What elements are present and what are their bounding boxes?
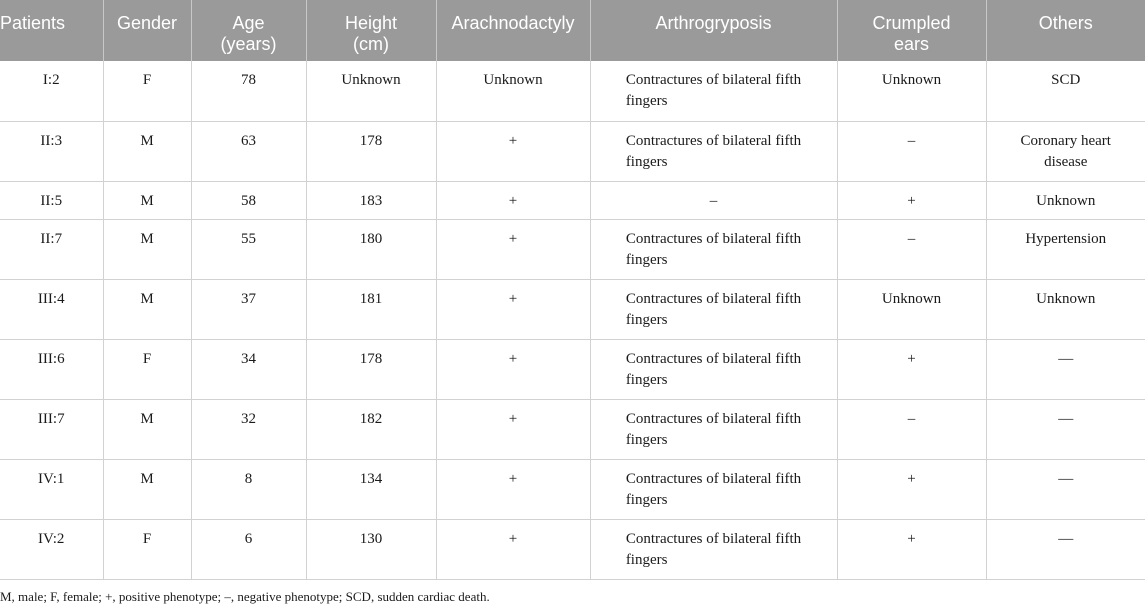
cell-arthrogryposis bbox=[590, 399, 837, 459]
cell-patient: IV:2 bbox=[0, 519, 103, 579]
cell-others bbox=[986, 339, 1145, 399]
cell-patient: IV:1 bbox=[0, 459, 103, 519]
cell-arachnodactyly: + bbox=[436, 459, 590, 519]
cell-height: 183 bbox=[306, 181, 436, 219]
cell-others-text bbox=[1058, 471, 1073, 487]
cell-others-line: Unknown bbox=[1036, 290, 1096, 307]
cell-height: 178 bbox=[306, 339, 436, 399]
cell-arthrogryposis bbox=[590, 459, 837, 519]
cell-age: 58 bbox=[191, 181, 306, 219]
cell-arthrogryposis-line: fingers bbox=[625, 251, 668, 268]
header-height-unit: (cm) bbox=[353, 34, 389, 54]
cell-arthrogryposis bbox=[590, 519, 837, 579]
cell-gender: M bbox=[103, 219, 191, 279]
cell-crumpled-ears: Unknown bbox=[837, 279, 986, 339]
cell-others-text bbox=[1036, 193, 1095, 209]
cell-arthrogryposis-line: fingers bbox=[625, 551, 668, 568]
cell-height: 180 bbox=[306, 219, 436, 279]
cell-patient: II:5 bbox=[0, 181, 103, 219]
table-row bbox=[0, 519, 1145, 579]
cell-arthrogryposis-line: Contractures of bilateral fifth bbox=[625, 72, 802, 88]
table-row bbox=[0, 61, 1145, 121]
cell-arthrogryposis-line: fingers bbox=[625, 311, 668, 328]
cell-arthrogryposis bbox=[590, 339, 837, 399]
cell-arachnodactyly: + bbox=[436, 399, 590, 459]
cell-gender: F bbox=[103, 339, 191, 399]
cell-arachnodactyly: + bbox=[436, 339, 590, 399]
header-arthrogryposis-label: Arthrogryposis bbox=[655, 13, 772, 33]
cell-arthrogryposis-line: Contractures of bilateral fifth bbox=[625, 410, 802, 427]
table-body bbox=[0, 61, 1145, 579]
cell-height: 181 bbox=[306, 279, 436, 339]
header-gender-label: Gender bbox=[116, 13, 178, 33]
table-header bbox=[0, 0, 1145, 61]
cell-others bbox=[986, 399, 1145, 459]
cell-arthrogryposis bbox=[590, 181, 837, 219]
cell-gender: F bbox=[103, 61, 191, 121]
cell-others-text bbox=[1036, 291, 1095, 307]
cell-arthrogryposis-text bbox=[626, 131, 801, 173]
cell-patient: III:6 bbox=[0, 339, 103, 399]
cell-arthrogryposis-text bbox=[626, 469, 801, 511]
table-row bbox=[0, 399, 1145, 459]
cell-arthrogryposis-text bbox=[626, 529, 801, 571]
cell-arthrogryposis-line: fingers bbox=[625, 431, 668, 448]
cell-others-line: Unknown bbox=[1036, 192, 1096, 209]
cell-crumpled-ears: + bbox=[837, 519, 986, 579]
table-row bbox=[0, 459, 1145, 519]
cell-arthrogryposis-line: Contractures of bilateral fifth bbox=[625, 290, 802, 307]
header-others-label: Others bbox=[1038, 13, 1093, 33]
cell-gender: M bbox=[103, 279, 191, 339]
cell-gender: M bbox=[103, 121, 191, 181]
cell-others-text bbox=[1021, 133, 1111, 170]
cell-patient: III:7 bbox=[0, 399, 103, 459]
cell-arthrogryposis bbox=[590, 121, 837, 181]
cell-arachnodactyly: Unknown bbox=[436, 61, 590, 121]
cell-arthrogryposis-text bbox=[626, 289, 801, 331]
cell-arthrogryposis-text bbox=[626, 70, 801, 112]
cell-patient: II:7 bbox=[0, 219, 103, 279]
cell-arachnodactyly: + bbox=[436, 121, 590, 181]
cell-crumpled-ears: – bbox=[837, 399, 986, 459]
cell-gender: M bbox=[103, 181, 191, 219]
cell-arachnodactyly: + bbox=[436, 219, 590, 279]
cell-arthrogryposis-line: fingers bbox=[625, 93, 668, 109]
cell-patient: III:4 bbox=[0, 279, 103, 339]
cell-age: 34 bbox=[191, 339, 306, 399]
header-patients-label: Patients bbox=[0, 13, 66, 33]
cell-height: 134 bbox=[306, 459, 436, 519]
cell-others bbox=[986, 121, 1145, 181]
cell-others-text bbox=[1058, 411, 1073, 427]
header-height-label: Height bbox=[344, 13, 398, 33]
cell-crumpled-ears: + bbox=[837, 459, 986, 519]
table-row bbox=[0, 121, 1145, 181]
cell-age: 55 bbox=[191, 219, 306, 279]
cell-arthrogryposis bbox=[590, 219, 837, 279]
cell-age: 78 bbox=[191, 61, 306, 121]
cell-arachnodactyly: + bbox=[436, 181, 590, 219]
cell-height: 178 bbox=[306, 121, 436, 181]
header-arachnodactyly bbox=[436, 0, 590, 61]
table-footnote: M, male; F, female; +, positive phenotype; –, negative phenotype; SCD, sudden cardiac death. bbox=[0, 589, 490, 604]
cell-arthrogryposis-line: – bbox=[709, 192, 718, 209]
cell-arthrogryposis-text bbox=[626, 409, 801, 451]
cell-gender: F bbox=[103, 519, 191, 579]
cell-others-text bbox=[1025, 231, 1106, 247]
cell-others bbox=[986, 181, 1145, 219]
cell-age: 32 bbox=[191, 399, 306, 459]
header-patients bbox=[0, 0, 103, 61]
cell-gender: M bbox=[103, 459, 191, 519]
cell-crumpled-ears: + bbox=[837, 339, 986, 399]
cell-arthrogryposis-text bbox=[710, 193, 718, 209]
cell-arthrogryposis-line: Contractures of bilateral fifth bbox=[625, 350, 802, 367]
cell-arachnodactyly: + bbox=[436, 519, 590, 579]
cell-others-line: — bbox=[1058, 530, 1074, 547]
cell-crumpled-ears: – bbox=[837, 219, 986, 279]
cell-age: 6 bbox=[191, 519, 306, 579]
cell-gender: M bbox=[103, 399, 191, 459]
cell-crumpled-ears: – bbox=[837, 121, 986, 181]
header-crumpled-ears bbox=[837, 0, 986, 61]
header-row bbox=[0, 0, 1145, 61]
cell-others bbox=[986, 61, 1145, 121]
header-gender bbox=[103, 0, 191, 61]
cell-others-line: disease bbox=[1044, 153, 1088, 170]
cell-crumpled-ears: Unknown bbox=[837, 61, 986, 121]
cell-others-line: Hypertension bbox=[1025, 230, 1107, 247]
table-row bbox=[0, 279, 1145, 339]
header-crumpled-ears-line2: ears bbox=[893, 34, 929, 54]
table-row bbox=[0, 181, 1145, 219]
cell-arthrogryposis-line: fingers bbox=[625, 371, 668, 388]
cell-patient: I:2 bbox=[0, 61, 103, 121]
cell-arthrogryposis-line: Contractures of bilateral fifth bbox=[625, 132, 802, 149]
header-age-label: Age bbox=[232, 13, 265, 33]
cell-height: 182 bbox=[306, 399, 436, 459]
cell-others-line: — bbox=[1058, 470, 1074, 487]
header-crumpled-ears-line1: Crumpled bbox=[872, 13, 951, 33]
cell-arthrogryposis-line: fingers bbox=[625, 153, 668, 170]
cell-arthrogryposis-text bbox=[626, 229, 801, 271]
header-age-unit: (years) bbox=[220, 34, 277, 54]
cell-others bbox=[986, 279, 1145, 339]
cell-age: 8 bbox=[191, 459, 306, 519]
cell-others bbox=[986, 519, 1145, 579]
cell-arthrogryposis bbox=[590, 61, 837, 121]
header-height bbox=[306, 0, 436, 61]
cell-arthrogryposis-text bbox=[626, 349, 801, 391]
cell-others-line: SCD bbox=[1051, 72, 1081, 88]
cell-arthrogryposis-line: Contractures of bilateral fifth bbox=[625, 230, 802, 247]
table-row bbox=[0, 339, 1145, 399]
cell-arthrogryposis-line: fingers bbox=[625, 491, 668, 508]
cell-others-line: — bbox=[1058, 350, 1074, 367]
cell-arthrogryposis bbox=[590, 279, 837, 339]
header-others bbox=[986, 0, 1145, 61]
cell-height: Unknown bbox=[306, 61, 436, 121]
cell-others-text bbox=[1058, 351, 1073, 367]
cell-arthrogryposis-line: Contractures of bilateral fifth bbox=[625, 530, 802, 547]
cell-others-text bbox=[1051, 72, 1080, 88]
cell-others bbox=[986, 219, 1145, 279]
cell-crumpled-ears: + bbox=[837, 181, 986, 219]
table-row bbox=[0, 219, 1145, 279]
cell-arthrogryposis-line: Contractures of bilateral fifth bbox=[625, 470, 802, 487]
header-arachnodactyly-label: Arachnodactyly bbox=[451, 13, 575, 33]
header-age bbox=[191, 0, 306, 61]
cell-others-text bbox=[1058, 531, 1073, 547]
cell-age: 37 bbox=[191, 279, 306, 339]
cell-height: 130 bbox=[306, 519, 436, 579]
cell-others bbox=[986, 459, 1145, 519]
header-arthrogryposis bbox=[590, 0, 837, 61]
cell-age: 63 bbox=[191, 121, 306, 181]
cell-others-line: — bbox=[1058, 410, 1074, 427]
cell-arachnodactyly: + bbox=[436, 279, 590, 339]
cell-patient: II:3 bbox=[0, 121, 103, 181]
cell-others-line: Coronary heart bbox=[1020, 132, 1111, 149]
